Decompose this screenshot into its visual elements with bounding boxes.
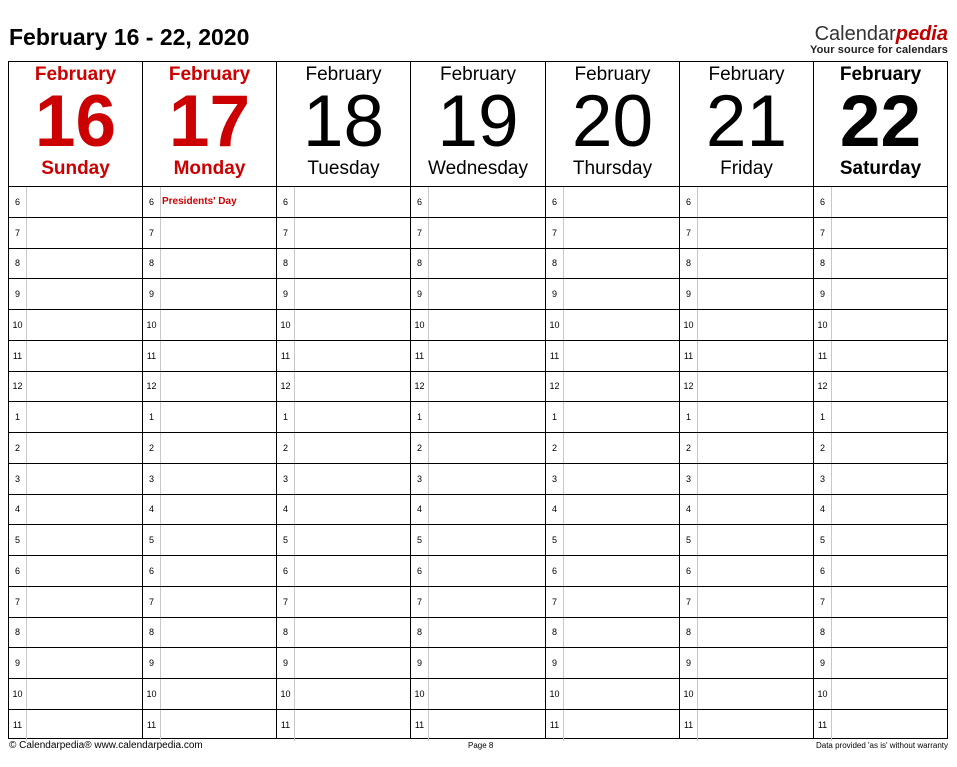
time-slot[interactable]	[814, 249, 947, 280]
time-slot[interactable]	[680, 402, 813, 433]
hour-label: 11	[814, 341, 832, 371]
hour-label: 6	[143, 187, 161, 217]
hour-label: 10	[411, 310, 429, 340]
time-slot[interactable]	[680, 556, 813, 587]
hour-label: 11	[411, 710, 429, 741]
time-slot[interactable]	[277, 679, 410, 710]
hour-label: 5	[9, 525, 27, 555]
time-slot[interactable]	[277, 279, 410, 310]
hour-label: 8	[143, 249, 161, 279]
brand-tagline: Your source for calendars	[809, 44, 948, 56]
time-slot[interactable]	[814, 495, 947, 526]
time-slot[interactable]	[546, 587, 679, 618]
hour-label: 3	[814, 464, 832, 494]
time-slot[interactable]	[814, 402, 947, 433]
day-header	[814, 62, 947, 187]
hour-label: 3	[680, 464, 698, 494]
time-slot[interactable]	[9, 710, 142, 741]
time-slot[interactable]	[9, 618, 142, 649]
hour-label: 3	[411, 464, 429, 494]
time-slot[interactable]	[277, 310, 410, 341]
hour-label: 12	[411, 372, 429, 402]
hour-label: 10	[546, 310, 564, 340]
time-slot[interactable]	[411, 402, 545, 433]
hour-label: 11	[143, 341, 161, 371]
time-slot[interactable]	[277, 464, 410, 495]
hour-label: 1	[814, 402, 832, 432]
time-slot[interactable]	[143, 187, 276, 218]
time-slot[interactable]	[277, 433, 410, 464]
time-slot[interactable]	[411, 556, 545, 587]
week-grid	[8, 61, 948, 739]
hour-label: 10	[143, 310, 161, 340]
hour-label: 12	[143, 372, 161, 402]
hour-label: 9	[814, 648, 832, 678]
time-slot[interactable]	[680, 648, 813, 679]
time-slot[interactable]	[277, 187, 410, 218]
hour-label: 11	[277, 710, 295, 741]
day-weekday: Saturday	[839, 158, 922, 179]
hour-label: 9	[411, 279, 429, 309]
day-column-sunday	[9, 62, 143, 738]
hour-label: 6	[9, 556, 27, 586]
time-slot[interactable]	[143, 372, 276, 403]
hour-label: 6	[411, 187, 429, 217]
time-slot[interactable]	[814, 618, 947, 649]
hour-label: 11	[143, 710, 161, 741]
time-slot[interactable]	[9, 341, 142, 372]
hour-label: 1	[680, 402, 698, 432]
time-slot[interactable]	[411, 618, 545, 649]
time-slot[interactable]	[814, 556, 947, 587]
time-slot[interactable]	[143, 464, 276, 495]
time-slot[interactable]	[9, 648, 142, 679]
hour-label: 9	[277, 648, 295, 678]
time-slot[interactable]	[814, 187, 947, 218]
time-slot[interactable]	[277, 372, 410, 403]
time-slot[interactable]	[546, 495, 679, 526]
page-title: February 16 - 22, 2020	[9, 24, 250, 50]
time-slot[interactable]	[546, 402, 679, 433]
hour-label: 7	[9, 218, 27, 248]
day-weekday: Monday	[173, 158, 246, 179]
time-slot[interactable]	[411, 372, 545, 403]
day-weekday: Friday	[720, 158, 773, 179]
time-slot[interactable]	[143, 679, 276, 710]
time-slot[interactable]	[680, 279, 813, 310]
time-slot[interactable]	[411, 587, 545, 618]
time-slot[interactable]	[680, 495, 813, 526]
hour-label: 9	[9, 279, 27, 309]
time-slot[interactable]	[546, 310, 679, 341]
hour-label: 10	[680, 310, 698, 340]
hour-label: 3	[277, 464, 295, 494]
hour-label: 7	[143, 218, 161, 248]
hour-label: 8	[814, 249, 832, 279]
time-slot[interactable]	[546, 464, 679, 495]
day-number: 17	[168, 81, 251, 162]
hour-label: 12	[546, 372, 564, 402]
hour-label: 6	[680, 187, 698, 217]
hour-label: 8	[546, 618, 564, 648]
hour-label: 7	[411, 587, 429, 617]
hour-label: 9	[143, 648, 161, 678]
time-slot[interactable]	[143, 648, 276, 679]
time-slot[interactable]	[814, 433, 947, 464]
time-slot[interactable]	[277, 218, 410, 249]
hour-label: 12	[277, 372, 295, 402]
hour-label: 11	[680, 710, 698, 741]
hour-label: 9	[277, 279, 295, 309]
hour-label: 3	[9, 464, 27, 494]
hour-label: 11	[277, 341, 295, 371]
time-slot[interactable]	[814, 310, 947, 341]
time-slot[interactable]	[546, 187, 679, 218]
day-month: February	[708, 64, 785, 85]
hour-label: 10	[277, 310, 295, 340]
hour-label: 11	[814, 710, 832, 741]
hour-label: 11	[411, 341, 429, 371]
time-slot[interactable]	[814, 341, 947, 372]
brand-name	[810, 24, 948, 44]
time-slot[interactable]	[814, 525, 947, 556]
hour-label: 10	[814, 310, 832, 340]
time-slot[interactable]	[546, 433, 679, 464]
time-slot[interactable]	[814, 218, 947, 249]
hour-label: 2	[277, 433, 295, 463]
hour-label: 10	[411, 679, 429, 709]
time-slot[interactable]	[411, 525, 545, 556]
time-slot[interactable]	[411, 341, 545, 372]
day-number: 22	[839, 81, 922, 162]
hour-label: 4	[680, 495, 698, 525]
time-slot[interactable]	[143, 402, 276, 433]
hour-label: 2	[411, 433, 429, 463]
brand-name-a: Calendar	[814, 23, 896, 45]
day-weekday: Thursday	[572, 158, 653, 179]
hour-label: 1	[411, 402, 429, 432]
hour-label: 8	[814, 618, 832, 648]
time-slot[interactable]	[9, 525, 142, 556]
hour-label: 7	[814, 218, 832, 248]
day-month: February	[34, 64, 117, 85]
time-slot[interactable]	[546, 525, 679, 556]
time-slot[interactable]	[9, 679, 142, 710]
hour-label: 10	[9, 679, 27, 709]
time-slot[interactable]	[546, 218, 679, 249]
hour-label: 9	[814, 279, 832, 309]
time-slot[interactable]	[680, 710, 813, 741]
hour-label: 9	[680, 648, 698, 678]
hour-label: 8	[277, 618, 295, 648]
hour-label: 8	[411, 618, 429, 648]
hour-label: 10	[277, 679, 295, 709]
time-slot[interactable]	[411, 710, 545, 741]
day-header	[277, 62, 410, 187]
hour-label: 4	[814, 495, 832, 525]
hour-label: 11	[546, 710, 564, 741]
time-slot[interactable]	[277, 587, 410, 618]
time-slot[interactable]	[143, 279, 276, 310]
day-header	[143, 62, 276, 187]
hour-label: 7	[411, 218, 429, 248]
hour-label: 7	[9, 587, 27, 617]
hour-label: 6	[143, 556, 161, 586]
time-slot[interactable]	[814, 279, 947, 310]
footer-disclaimer: Data provided 'as is' without warranty	[815, 741, 948, 750]
time-slot[interactable]	[411, 310, 545, 341]
hour-label: 12	[814, 372, 832, 402]
hour-label: 10	[814, 679, 832, 709]
time-slot[interactable]	[814, 710, 947, 741]
day-column-tuesday	[277, 62, 411, 738]
hour-label: 6	[814, 187, 832, 217]
time-slot[interactable]	[680, 433, 813, 464]
day-number: 18	[302, 81, 385, 162]
hour-label: 7	[680, 587, 698, 617]
hour-label: 7	[546, 218, 564, 248]
day-header	[411, 62, 545, 187]
time-slot[interactable]	[143, 710, 276, 741]
day-month: February	[574, 64, 651, 85]
hour-label: 8	[9, 618, 27, 648]
hour-label: 2	[680, 433, 698, 463]
hour-label: 4	[277, 495, 295, 525]
hour-label: 7	[680, 218, 698, 248]
time-slot[interactable]	[411, 187, 545, 218]
hour-label: 1	[143, 402, 161, 432]
time-slot[interactable]	[411, 433, 545, 464]
footer-page-number: Page 8	[468, 741, 494, 750]
day-column-saturday	[814, 62, 947, 738]
time-slot[interactable]	[814, 648, 947, 679]
time-slot[interactable]	[143, 310, 276, 341]
hour-label: 1	[546, 402, 564, 432]
day-number: 19	[437, 81, 519, 162]
day-weekday: Tuesday	[307, 158, 380, 179]
day-number: 20	[571, 81, 654, 162]
time-slot[interactable]	[9, 279, 142, 310]
time-slot[interactable]	[9, 187, 142, 218]
time-slot[interactable]	[411, 464, 545, 495]
hour-label: 12	[9, 372, 27, 402]
hour-label: 7	[277, 218, 295, 248]
time-slot[interactable]	[680, 679, 813, 710]
hour-label: 6	[9, 187, 27, 217]
event-label: Presidents' Day	[162, 196, 237, 208]
time-slot[interactable]	[277, 710, 410, 741]
hour-label: 8	[143, 618, 161, 648]
hour-label: 8	[680, 618, 698, 648]
hour-label: 1	[277, 402, 295, 432]
hour-label: 1	[9, 402, 27, 432]
time-slot[interactable]	[411, 218, 545, 249]
time-slot[interactable]	[277, 618, 410, 649]
time-slot[interactable]	[143, 556, 276, 587]
time-slot[interactable]	[814, 372, 947, 403]
time-slot[interactable]	[143, 249, 276, 280]
hour-label: 2	[814, 433, 832, 463]
hour-label: 4	[143, 495, 161, 525]
time-slot[interactable]	[680, 587, 813, 618]
time-slot[interactable]	[411, 495, 545, 526]
hour-label: 9	[680, 279, 698, 309]
time-slot[interactable]	[680, 372, 813, 403]
time-slot[interactable]	[277, 525, 410, 556]
hour-label: 10	[143, 679, 161, 709]
day-month: February	[439, 64, 517, 85]
time-slot[interactable]	[680, 249, 813, 280]
hour-label: 11	[9, 710, 27, 741]
time-slot[interactable]	[277, 341, 410, 372]
time-slot[interactable]	[546, 648, 679, 679]
day-weekday: Sunday	[41, 158, 110, 179]
time-slot[interactable]	[9, 218, 142, 249]
time-slot[interactable]	[9, 372, 142, 403]
time-slot[interactable]	[546, 279, 679, 310]
hour-label: 7	[814, 587, 832, 617]
hour-label: 2	[546, 433, 564, 463]
brand-logo	[810, 24, 948, 56]
hour-label: 5	[411, 525, 429, 555]
day-number: 16	[34, 81, 117, 162]
hour-label: 8	[9, 249, 27, 279]
day-month: February	[305, 64, 382, 85]
hour-label: 2	[143, 433, 161, 463]
time-slot[interactable]	[546, 556, 679, 587]
time-slot[interactable]	[9, 464, 142, 495]
time-slot[interactable]	[9, 433, 142, 464]
hour-label: 11	[546, 341, 564, 371]
time-slot[interactable]	[143, 495, 276, 526]
day-header	[546, 62, 679, 187]
hour-label: 5	[546, 525, 564, 555]
time-slot[interactable]	[143, 433, 276, 464]
day-header	[680, 62, 813, 187]
hour-label: 5	[277, 525, 295, 555]
hour-label: 5	[814, 525, 832, 555]
day-number: 21	[705, 81, 788, 162]
hour-label: 10	[546, 679, 564, 709]
time-slot[interactable]	[143, 587, 276, 618]
hour-label: 9	[546, 279, 564, 309]
time-slot[interactable]	[814, 464, 947, 495]
hour-label: 10	[680, 679, 698, 709]
time-slot[interactable]	[277, 648, 410, 679]
hour-label: 4	[546, 495, 564, 525]
hour-label: 6	[814, 556, 832, 586]
hour-label: 8	[680, 249, 698, 279]
hour-label: 11	[9, 341, 27, 371]
time-slot[interactable]	[546, 618, 679, 649]
time-slot[interactable]	[680, 187, 813, 218]
time-slot[interactable]	[680, 341, 813, 372]
hour-label: 4	[411, 495, 429, 525]
day-column-monday	[143, 62, 277, 738]
time-slot[interactable]	[680, 310, 813, 341]
time-slot[interactable]	[9, 402, 142, 433]
hour-label: 9	[546, 648, 564, 678]
time-slot[interactable]	[814, 679, 947, 710]
time-slot[interactable]	[546, 710, 679, 741]
hour-label: 6	[277, 187, 295, 217]
time-slot[interactable]	[546, 341, 679, 372]
day-weekday: Wednesday	[428, 158, 528, 179]
time-slot[interactable]	[680, 618, 813, 649]
time-slot[interactable]	[277, 402, 410, 433]
footer-copyright: © Calendarpedia® www.calendarpedia.com	[9, 740, 203, 751]
time-slot[interactable]	[411, 279, 545, 310]
time-slot[interactable]	[411, 679, 545, 710]
day-header	[9, 62, 142, 187]
day-month: February	[168, 64, 251, 85]
hour-label: 3	[143, 464, 161, 494]
time-slot[interactable]	[143, 341, 276, 372]
time-slot[interactable]	[277, 556, 410, 587]
time-slot[interactable]	[411, 249, 545, 280]
hour-label: 12	[680, 372, 698, 402]
hour-label: 9	[143, 279, 161, 309]
time-slot[interactable]	[277, 249, 410, 280]
hour-label: 7	[546, 587, 564, 617]
day-month: February	[839, 64, 922, 85]
time-slot[interactable]	[546, 372, 679, 403]
time-slot[interactable]	[680, 218, 813, 249]
hour-label: 3	[546, 464, 564, 494]
hour-label: 5	[680, 525, 698, 555]
hour-label: 6	[411, 556, 429, 586]
time-slot[interactable]	[680, 464, 813, 495]
time-slot[interactable]	[411, 648, 545, 679]
hour-label: 6	[546, 556, 564, 586]
hour-label: 9	[9, 648, 27, 678]
time-slot[interactable]	[814, 587, 947, 618]
time-slot[interactable]	[143, 618, 276, 649]
time-slot[interactable]	[9, 495, 142, 526]
hour-label: 9	[411, 648, 429, 678]
hour-label: 8	[546, 249, 564, 279]
hour-label: 6	[546, 187, 564, 217]
time-slot[interactable]	[9, 310, 142, 341]
hour-label: 5	[143, 525, 161, 555]
time-slot[interactable]	[9, 556, 142, 587]
time-slot[interactable]	[143, 525, 276, 556]
hour-label: 10	[9, 310, 27, 340]
time-slot[interactable]	[546, 249, 679, 280]
time-slot[interactable]	[143, 218, 276, 249]
hour-label: 7	[143, 587, 161, 617]
hour-label: 8	[277, 249, 295, 279]
day-column-wednesday	[411, 62, 546, 738]
hour-label: 6	[277, 556, 295, 586]
hour-label: 11	[680, 341, 698, 371]
hour-label: 6	[680, 556, 698, 586]
hour-label: 2	[9, 433, 27, 463]
day-column-friday	[680, 62, 814, 738]
hour-label: 8	[411, 249, 429, 279]
hour-label: 7	[277, 587, 295, 617]
time-slot[interactable]	[680, 525, 813, 556]
brand-name-b: pedia	[895, 23, 948, 45]
time-slot[interactable]	[277, 495, 410, 526]
time-slot[interactable]	[546, 679, 679, 710]
day-column-thursday	[546, 62, 680, 738]
time-slot[interactable]	[9, 249, 142, 280]
hour-label: 4	[9, 495, 27, 525]
time-slot[interactable]	[9, 587, 142, 618]
